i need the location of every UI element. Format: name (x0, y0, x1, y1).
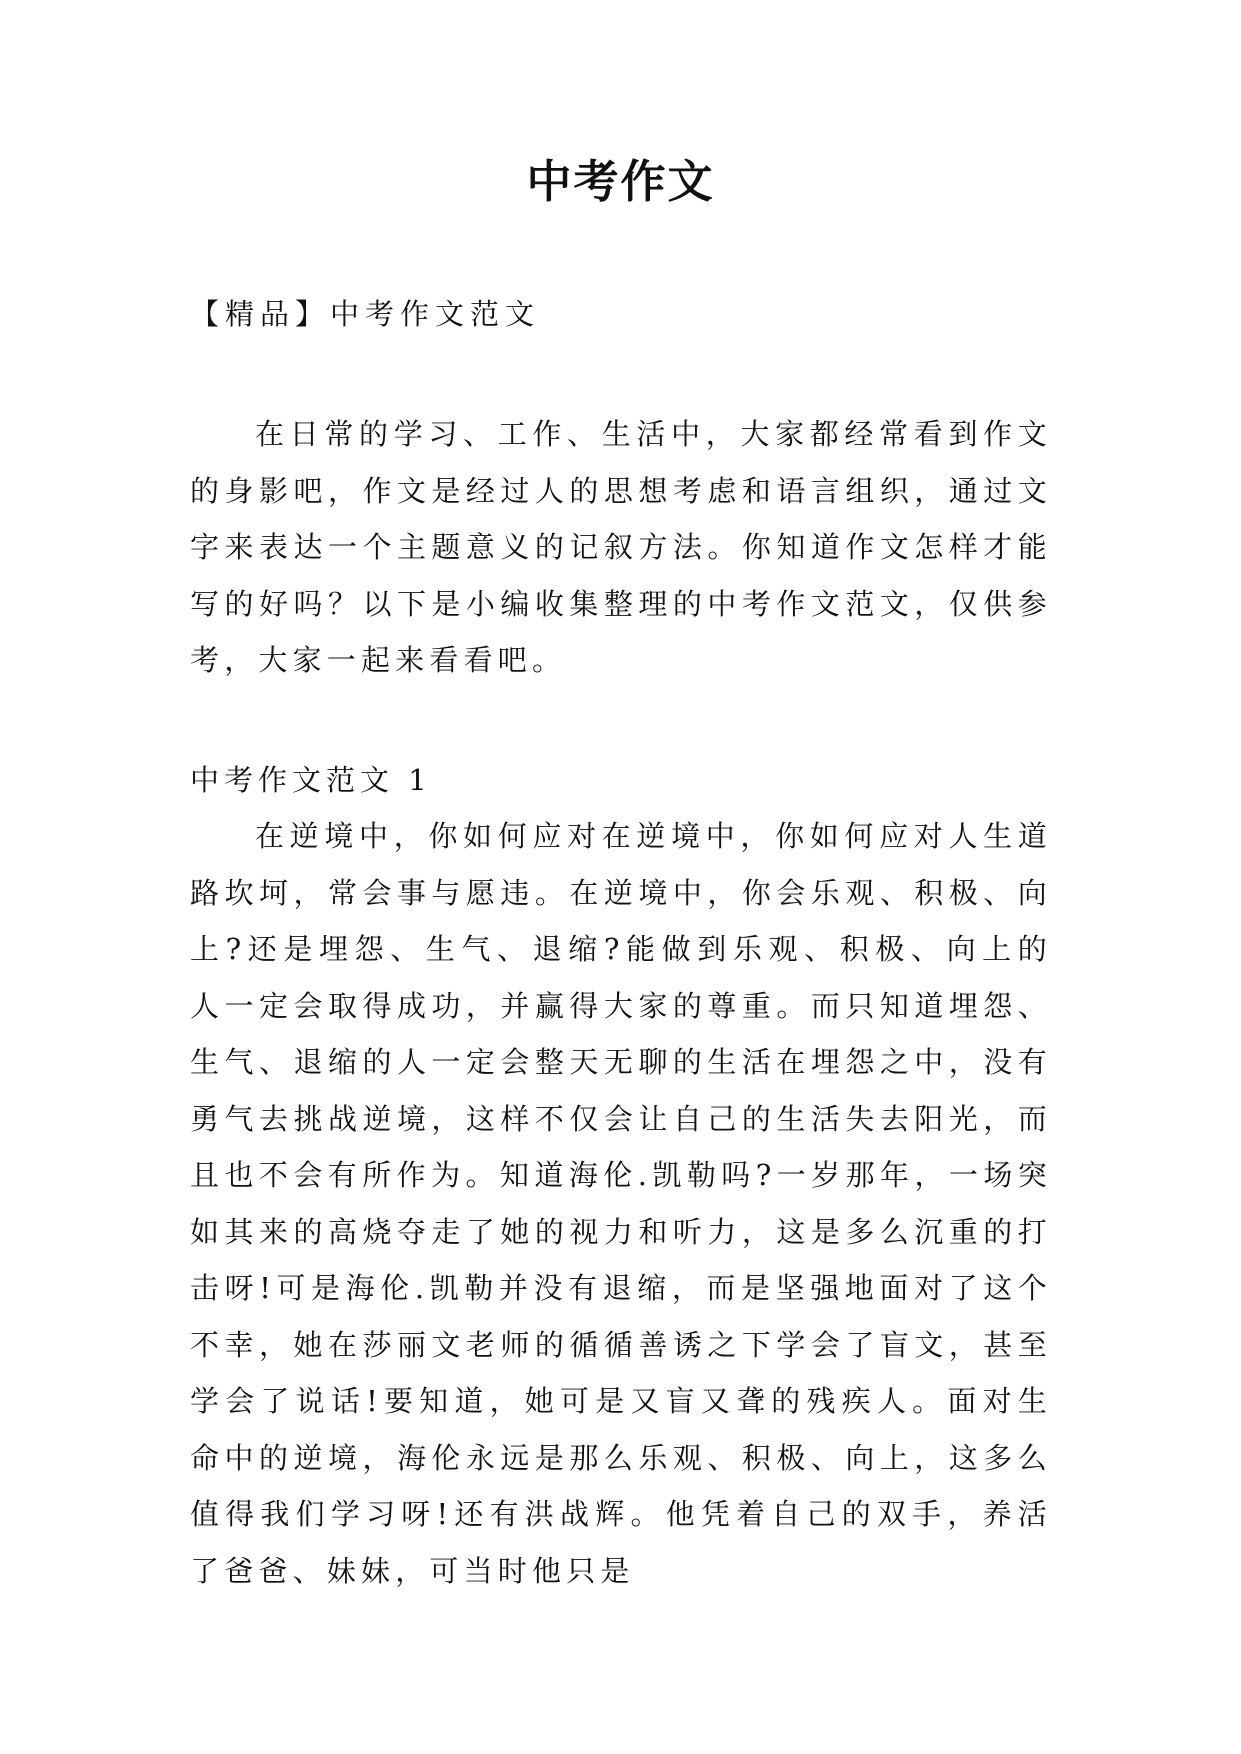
document-title: 中考作文 (526, 155, 715, 208)
intro-paragraph: 在日常的学习、工作、生活中，大家都经常看到作文的身影吧，作文是经过人的思想考虑和语言组织，通过文字来表达一个主题意义的记叙方法。你知道作文怎样才能写的好吗？以下是小编收集整理的中考作文范文，仅供参考，大家一起来看看吧。 (190, 417, 1052, 677)
section-heading-essay-1: 中考作文范文 1 (190, 763, 432, 797)
essay-1-paragraph: 在逆境中，你如何应对在逆境中，你如何应对人生道路坎坷，常会事与愿违。在逆境中，你会乐观、积极、向上?还是埋怨、生气、退缩?能做到乐观、积极、向上的人一定会取得成功，并赢得大家的尊重。而只知道埋怨、生气、退缩的人一定会整天无聊的生活在埋怨之中，没有勇气去挑战逆境，这样不仅会让自己的生活失去阳光，而且也不会有所作为。知道海伦.凯勒吗?一岁那年，一场突如其来的高烧夺走了她的视力和听力，这是多么沉重的打击呀!可是海伦.凯勒并没有退缩，而是坚强地面对了这个不幸，她在莎丽文老师的循循善诱之下学会了盲文，甚至学会了说话!要知道，她可是又盲又聋的残疾人。面对生命中的逆境，海伦永远是那么乐观、积极、向上，这多么值得我们学习呀!还有洪战辉。他凭着自己的双手，养活了爸爸、妹妹，可当时他只是 (190, 819, 1052, 1588)
document-subtitle: 【精品】中考作文范文 (190, 297, 541, 331)
